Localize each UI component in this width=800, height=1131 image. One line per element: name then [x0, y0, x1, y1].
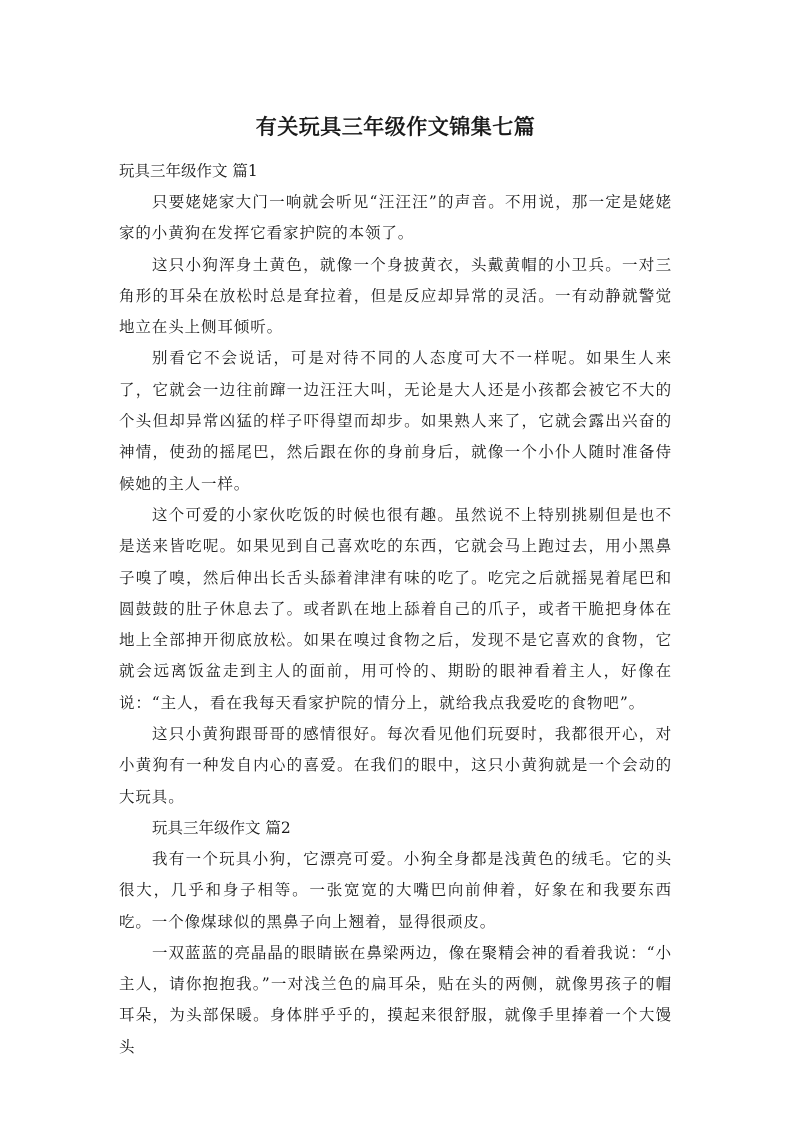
paragraph: 我有一个玩具小狗，它漂亮可爱。小狗全身都是浅黄色的绒毛。它的头很大，几乎和身子相等。一张宽宽的大嘴巴向前伸着，好象在和我要东西吃。一个像煤球似的黑鼻子向上翘着，显得很顽皮。: [119, 849, 672, 931]
paragraph: 这个可爱的小家伙吃饭的时候也很有趣。虽然说不上特别挑剔但是也不是送来皆吃呢。如果见到自己喜欢吃的东西，它就会马上跑过去，用小黑鼻子嗅了嗅，然后伸出长舌头舔着津津有味的吃了。吃完之后就摇晃着尾巴和圆鼓鼓的肚子休息去了。或者趴在地上舔着自己的爪子，或者干脆把身体在地上全部抻开彻底放松。如果在嗅过食物之后，发现不是它喜欢的食物，它就会远离饭盆走到主人的面前，用可怜的、期盼的眼神看着主人，好像在说：“主人，看在我每天看家护院的情分上，就给我点我爱吃的食物吧”。: [119, 505, 672, 712]
paragraph: 一双蓝蓝的亮晶晶的眼睛嵌在鼻梁两边，像在聚精会神的看着我说：“小主人，请你抱抱我。”一对浅兰色的扁耳朵，贴在头的两侧，就像男孩子的帽耳朵，为头部保暖。身体胖乎乎的，摸起来很舒服，就像手里捧着一个大馒头: [119, 943, 672, 1056]
essay-section-2: [119, 813, 672, 1063]
document-page: [119, 112, 672, 1063]
paragraph: 只要姥姥家大门一响就会听见“汪汪汪”的声音。不用说，那一定是姥姥家的小黄狗在发挥它看家护院的本领了。: [119, 193, 672, 243]
document-title: 有关玩具三年级作文锦集七篇: [255, 115, 536, 139]
paragraph: 这只小黄狗跟哥哥的感情很好。每次看见他们玩耍时，我都很开心，对小黄狗有一种发自内心的喜爱。在我们的眼中，这只小黄狗就是一个会动的大玩具。: [119, 725, 672, 806]
essay-section-1: [119, 156, 672, 813]
section-heading: 玩具三年级作文 篇2: [152, 818, 291, 837]
paragraph: 这只小狗浑身土黄色，就像一个身披黄衣，头戴黄帽的小卫兵。一对三角形的耳朵在放松时总是耷拉着，但是反应却异常的灵活。一有动静就警觉地立在头上侧耳倾听。: [119, 255, 672, 337]
section-heading: 玩具三年级作文 篇1: [119, 162, 258, 180]
paragraph: 别看它不会说话，可是对待不同的人态度可大不一样呢。如果生人来了，它就会一边往前蹿一边汪汪大叫，无论是大人还是小孩都会被它不大的个头但却异常凶猛的样子吓得望而却步。如果熟人来了，它就会露出兴奋的神情，使劲的摇尾巴，然后跟在你的身前身后，就像一个小仆人随时准备侍候她的主人一样。: [119, 349, 672, 493]
